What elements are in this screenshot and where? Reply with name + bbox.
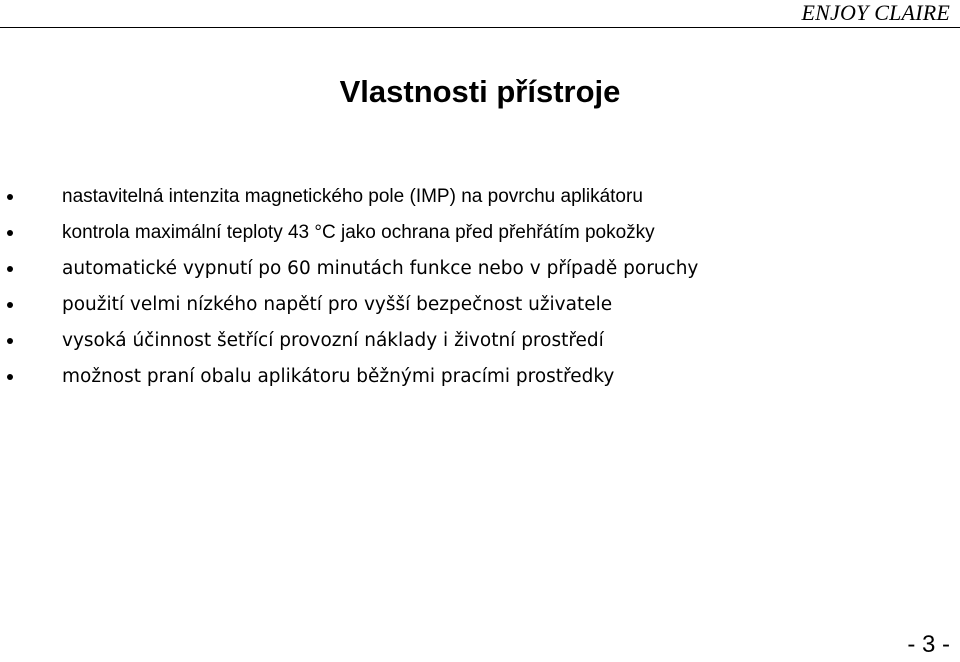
list-item	[0, 323, 960, 359]
header-divider	[0, 27, 960, 28]
list-item	[0, 179, 960, 215]
bullet-icon	[7, 374, 13, 380]
list-item-text: nastavitelná intenzita magnetického pole (IMP) na povrchu aplikátoru	[62, 186, 643, 207]
page-number: - 3 -	[907, 631, 950, 658]
list-item	[0, 215, 960, 251]
bullet-icon	[7, 302, 13, 308]
bullet-icon	[7, 266, 13, 272]
bullet-icon	[7, 338, 13, 344]
feature-list	[0, 179, 960, 395]
page-title: Vlastnosti přístroje	[339, 74, 621, 109]
list-item-text: automatické vypnutí po 60 minutách funkce nebo v případě poruchy	[62, 258, 699, 279]
list-item-text: možnost praní obalu aplikátoru běžnými pracími prostředky	[62, 366, 615, 387]
bullet-icon	[7, 230, 13, 236]
list-item-text: kontrola maximální teploty 43 °C jako ochrana před přehřátím pokožky	[62, 222, 655, 243]
list-item	[0, 287, 960, 323]
list-item-text: vysoká účinnost šetřící provozní náklady i životní prostředí	[62, 330, 604, 351]
bullet-icon	[7, 194, 13, 200]
brand-header: ENJOY CLAIRE	[801, 0, 950, 25]
list-item	[0, 359, 960, 395]
list-item-text: použití velmi nízkého napětí pro vyšší bezpečnost uživatele	[62, 294, 613, 315]
list-item	[0, 251, 960, 287]
